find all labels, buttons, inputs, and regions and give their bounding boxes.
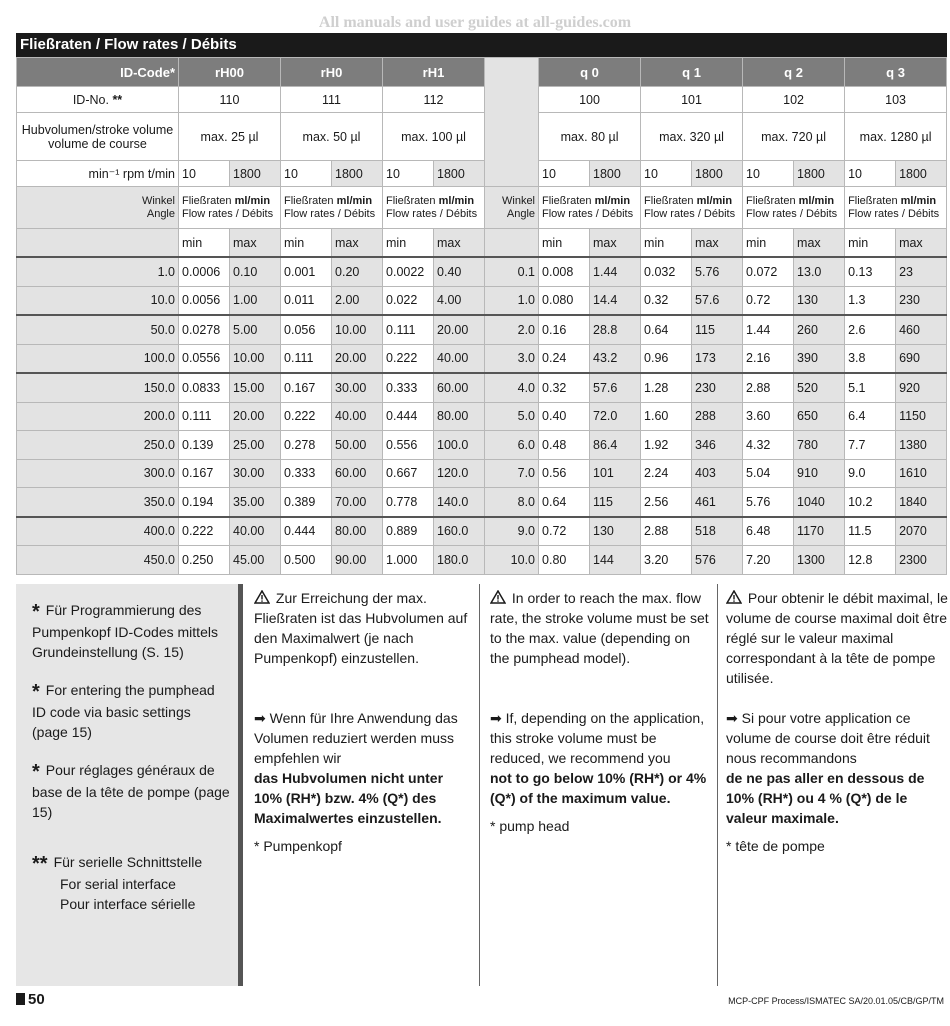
watermark: All manuals and user guides at all-guides.com (318, 14, 632, 31)
max-cell: 4.00 (434, 286, 485, 315)
max-cell: 20.00 (434, 315, 485, 344)
max-header: max (590, 229, 641, 258)
max-cell: 144 (590, 546, 641, 575)
min-cell: 0.32 (641, 286, 692, 315)
code-rh00: rH00 (179, 58, 281, 87)
min-cell: 0.24 (539, 344, 590, 373)
min-max-row (17, 229, 947, 258)
volume-cell: max. 320 µl (641, 113, 743, 161)
angle-cell: 300.0 (17, 459, 179, 488)
max-cell: 80.00 (434, 402, 485, 431)
max-cell: 40.00 (434, 344, 485, 373)
max-cell: 25.00 (230, 431, 281, 460)
max-cell: 920 (896, 373, 947, 402)
angle-cell: 200.0 (17, 402, 179, 431)
warning-icon (490, 590, 506, 604)
max-cell: 460 (896, 315, 947, 344)
angle-cell: 10.0 (485, 546, 539, 575)
id-no-label: ID-No. ** (17, 87, 179, 113)
min-cell: 1.60 (641, 402, 692, 431)
min-cell: 0.444 (281, 517, 332, 546)
max-cell: 690 (896, 344, 947, 373)
id-no-cell: 100 (539, 87, 641, 113)
min-cell: 0.167 (281, 373, 332, 402)
spacer-cell (485, 58, 539, 187)
angle-cell: 350.0 (17, 488, 179, 517)
max-cell: 2300 (896, 546, 947, 575)
min-header: min (383, 229, 434, 258)
min-cell: 0.0556 (179, 344, 230, 373)
max-cell: 910 (794, 459, 845, 488)
rpm-min-cell: 10 (641, 161, 692, 187)
table-row (17, 402, 947, 431)
min-cell: 0.139 (179, 431, 230, 460)
max-cell: 120.0 (434, 459, 485, 488)
max-cell: 1150 (896, 402, 947, 431)
min-cell: 7.7 (845, 431, 896, 460)
rpm-min-cell: 10 (281, 161, 332, 187)
max-cell: 57.6 (692, 286, 743, 315)
max-cell: 1380 (896, 431, 947, 460)
angle-cell: 10.0 (17, 286, 179, 315)
min-header: min (641, 229, 692, 258)
min-cell: 4.32 (743, 431, 794, 460)
rpm-max-cell: 1800 (332, 161, 383, 187)
volume-cell: max. 1280 µl (845, 113, 947, 161)
advice-fr: ➡ Si pour votre application ce volume de course doit être réduit nous recommandons (726, 710, 930, 766)
table-row (17, 286, 947, 315)
min-cell: 1.44 (743, 315, 794, 344)
warning-de: Zur Erreichung der max. Fließraten ist das Hubvolumen auf den Maximalwert (je nach Pumpenkopf) einzustellen. (254, 590, 468, 666)
min-cell: 2.16 (743, 344, 794, 373)
warning-fr: Pour obtenir le débit maximal, le volume de course maximal doit être réglé sur le valeur maximal correspondant à la tête de pompe utilisée. (726, 590, 948, 686)
max-cell: 28.8 (590, 315, 641, 344)
min-cell: 5.1 (845, 373, 896, 402)
angle-cell: 1.0 (17, 257, 179, 286)
rpm-max-cell: 1800 (692, 161, 743, 187)
rpm-min-cell: 10 (539, 161, 590, 187)
document-reference: MCP-CPF Process/ISMATEC SA/20.01.05/CB/GP/TM (728, 996, 944, 1006)
min-cell: 9.0 (845, 459, 896, 488)
min-cell: 11.5 (845, 517, 896, 546)
flow-rate-header-cell: Fließraten ml/min Flow rates / Débits (845, 187, 947, 229)
max-cell: 80.00 (332, 517, 383, 546)
min-cell: 0.389 (281, 488, 332, 517)
angle-blank (485, 229, 539, 258)
min-cell: 3.60 (743, 402, 794, 431)
max-cell: 0.40 (434, 257, 485, 286)
stroke-volume-row (17, 113, 947, 161)
table-row (17, 459, 947, 488)
angle-cell: 150.0 (17, 373, 179, 402)
angle-cell: 0.1 (485, 257, 539, 286)
note-de: * Pumpenkopf (254, 838, 342, 854)
min-cell: 2.24 (641, 459, 692, 488)
min-cell: 0.022 (383, 286, 434, 315)
angle-cell: 7.0 (485, 459, 539, 488)
warning-en: In order to reach the max. flow rate, the stroke volume must be set to the max. value (depending on the pumphead model). (490, 590, 709, 666)
min-cell: 0.13 (845, 257, 896, 286)
max-cell: 30.00 (332, 373, 383, 402)
max-cell: 1.44 (590, 257, 641, 286)
min-cell: 0.64 (539, 488, 590, 517)
volume-cell: max. 720 µl (743, 113, 845, 161)
rpm-max-cell: 1800 (434, 161, 485, 187)
min-cell: 7.20 (743, 546, 794, 575)
id-no-cell: 111 (281, 87, 383, 113)
min-cell: 0.0278 (179, 315, 230, 344)
angle-cell: 5.0 (485, 402, 539, 431)
min-cell: 10.2 (845, 488, 896, 517)
id-no-cell: 102 (743, 87, 845, 113)
code-q2: q 2 (743, 58, 845, 87)
max-cell: 0.20 (332, 257, 383, 286)
angle-label-q: Winkel Angle (485, 187, 539, 229)
max-cell: 650 (794, 402, 845, 431)
max-cell: 1040 (794, 488, 845, 517)
advice-en: ➡ If, depending on the application, this stroke volume must be reduced, we recommend you (490, 710, 705, 766)
code-q1: q 1 (641, 58, 743, 87)
column-english (484, 584, 718, 986)
footnotes-panel (16, 584, 238, 986)
max-cell: 5.76 (692, 257, 743, 286)
angle-cell: 3.0 (485, 344, 539, 373)
min-cell: 0.222 (179, 517, 230, 546)
max-cell: 2.00 (332, 286, 383, 315)
angle-cell: 50.0 (17, 315, 179, 344)
max-cell: 140.0 (434, 488, 485, 517)
min-cell: 2.56 (641, 488, 692, 517)
angle-cell: 4.0 (485, 373, 539, 402)
min-cell: 0.056 (281, 315, 332, 344)
angle-cell: 450.0 (17, 546, 179, 575)
column-french (720, 584, 950, 986)
max-cell: 45.00 (230, 546, 281, 575)
min-cell: 0.64 (641, 315, 692, 344)
code-q3: q 3 (845, 58, 947, 87)
min-cell: 0.222 (281, 402, 332, 431)
min-cell: 0.889 (383, 517, 434, 546)
max-header: max (794, 229, 845, 258)
id-code-row (17, 58, 947, 87)
min-header: min (539, 229, 590, 258)
min-cell: 0.001 (281, 257, 332, 286)
page-number: 50 (16, 991, 45, 1008)
min-cell: 0.72 (743, 286, 794, 315)
min-cell: 0.111 (281, 344, 332, 373)
table-row (17, 373, 947, 402)
max-cell: 72.0 (590, 402, 641, 431)
angle-cell: 250.0 (17, 431, 179, 460)
max-cell: 40.00 (230, 517, 281, 546)
min-cell: 0.111 (383, 315, 434, 344)
min-cell: 0.556 (383, 431, 434, 460)
id-no-row (17, 87, 947, 113)
volume-cell: max. 25 µl (179, 113, 281, 161)
max-cell: 780 (794, 431, 845, 460)
max-cell: 70.00 (332, 488, 383, 517)
min-cell: 2.6 (845, 315, 896, 344)
min-cell: 0.250 (179, 546, 230, 575)
note-en: * pump head (490, 818, 570, 834)
min-cell: 2.88 (641, 517, 692, 546)
table-row (17, 546, 947, 575)
max-cell: 5.00 (230, 315, 281, 344)
angle-cell: 400.0 (17, 517, 179, 546)
min-cell: 0.008 (539, 257, 590, 286)
max-header: max (896, 229, 947, 258)
rpm-row (17, 161, 947, 187)
max-cell: 230 (896, 286, 947, 315)
footnote-de: * Für Programmierung des Pumpenkopf ID-Codes mittels Grundeinstellung (S. 15) (32, 601, 218, 660)
rpm-label: min⁻¹ rpm t/min (17, 161, 179, 187)
min-cell: 1.28 (641, 373, 692, 402)
rpm-max-cell: 1800 (896, 161, 947, 187)
volume-cell: max. 80 µl (539, 113, 641, 161)
min-cell: 0.444 (383, 402, 434, 431)
max-cell: 10.00 (332, 315, 383, 344)
flow-rate-header-cell: Fließraten ml/min Flow rates / Débits (539, 187, 641, 229)
min-cell: 0.333 (383, 373, 434, 402)
max-cell: 403 (692, 459, 743, 488)
min-cell: 0.080 (539, 286, 590, 315)
footnote-en: * For entering the pumphead ID code via basic settings (page 15) (32, 681, 215, 740)
min-cell: 0.48 (539, 431, 590, 460)
id-no-cell: 110 (179, 87, 281, 113)
max-header: max (692, 229, 743, 258)
min-header: min (281, 229, 332, 258)
angle-cell: 9.0 (485, 517, 539, 546)
min-cell: 3.20 (641, 546, 692, 575)
min-cell: 6.4 (845, 402, 896, 431)
max-cell: 15.00 (230, 373, 281, 402)
max-cell: 101 (590, 459, 641, 488)
min-cell: 5.04 (743, 459, 794, 488)
max-cell: 461 (692, 488, 743, 517)
volume-cell: max. 100 µl (383, 113, 485, 161)
note-fr: * tête de pompe (726, 838, 825, 854)
code-q0: q 0 (539, 58, 641, 87)
flow-rate-header-row (17, 187, 947, 229)
table-row (17, 315, 947, 344)
max-cell: 35.00 (230, 488, 281, 517)
angle-cell: 1.0 (485, 286, 539, 315)
max-cell: 40.00 (332, 402, 383, 431)
max-cell: 288 (692, 402, 743, 431)
table-row (17, 517, 947, 546)
min-cell: 0.032 (641, 257, 692, 286)
flow-rate-header-cell: Fließraten ml/min Flow rates / Débits (743, 187, 845, 229)
angle-cell: 8.0 (485, 488, 539, 517)
column-german (248, 584, 480, 986)
rpm-min-cell: 10 (845, 161, 896, 187)
max-cell: 518 (692, 517, 743, 546)
max-cell: 43.2 (590, 344, 641, 373)
advice-strong-fr: de ne pas aller en dessous de 10% (RH*) ou 4 % (Q*) de le valeur maximale. (726, 770, 925, 826)
warning-icon (254, 590, 270, 604)
min-cell: 0.96 (641, 344, 692, 373)
rpm-max-cell: 1800 (794, 161, 845, 187)
footnote-serial: ** Für serielle Schnittstelle For serial interface Pour interface sérielle (32, 853, 203, 912)
max-cell: 576 (692, 546, 743, 575)
max-cell: 160.0 (434, 517, 485, 546)
angle-cell: 2.0 (485, 315, 539, 344)
flow-rate-header-cell: Fließraten ml/min Flow rates / Débits (641, 187, 743, 229)
min-cell: 0.278 (281, 431, 332, 460)
warning-icon (726, 590, 742, 604)
code-rh1: rH1 (383, 58, 485, 87)
max-cell: 13.0 (794, 257, 845, 286)
min-cell: 0.222 (383, 344, 434, 373)
id-no-cell: 103 (845, 87, 947, 113)
max-cell: 346 (692, 431, 743, 460)
max-cell: 20.00 (230, 402, 281, 431)
min-cell: 3.8 (845, 344, 896, 373)
rpm-min-cell: 10 (179, 161, 230, 187)
min-cell: 0.56 (539, 459, 590, 488)
min-cell: 12.8 (845, 546, 896, 575)
max-header: max (434, 229, 485, 258)
rpm-min-cell: 10 (383, 161, 434, 187)
min-cell: 0.500 (281, 546, 332, 575)
advice-strong-de: das Hubvolumen nicht unter 10% (RH*) bzw. 4% (Q*) des Maximalwertes einzustellen. (254, 770, 444, 826)
min-max-label-blank (17, 229, 179, 258)
divider-bar (238, 584, 243, 986)
min-cell: 2.88 (743, 373, 794, 402)
min-header: min (179, 229, 230, 258)
min-cell: 0.32 (539, 373, 590, 402)
min-cell: 0.0056 (179, 286, 230, 315)
max-cell: 115 (590, 488, 641, 517)
max-cell: 115 (692, 315, 743, 344)
min-cell: 1.3 (845, 286, 896, 315)
table-row (17, 257, 947, 286)
max-header: max (230, 229, 281, 258)
flow-rate-header-cell: Fließraten ml/min Flow rates / Débits (281, 187, 383, 229)
min-cell: 0.40 (539, 402, 590, 431)
max-cell: 130 (590, 517, 641, 546)
min-header: min (743, 229, 794, 258)
table-row (17, 488, 947, 517)
min-header: min (845, 229, 896, 258)
table-row (17, 431, 947, 460)
max-cell: 180.0 (434, 546, 485, 575)
volume-cell: max. 50 µl (281, 113, 383, 161)
rpm-min-cell: 10 (743, 161, 794, 187)
max-cell: 100.0 (434, 431, 485, 460)
max-cell: 390 (794, 344, 845, 373)
max-cell: 86.4 (590, 431, 641, 460)
max-cell: 30.00 (230, 459, 281, 488)
flow-rate-header-cell: Fließraten ml/min Flow rates / Débits (179, 187, 281, 229)
max-cell: 230 (692, 373, 743, 402)
max-cell: 260 (794, 315, 845, 344)
max-header: max (332, 229, 383, 258)
min-cell: 0.333 (281, 459, 332, 488)
min-cell: 0.194 (179, 488, 230, 517)
min-cell: 0.80 (539, 546, 590, 575)
id-no-cell: 112 (383, 87, 485, 113)
min-cell: 1.92 (641, 431, 692, 460)
rpm-max-cell: 1800 (590, 161, 641, 187)
max-cell: 60.00 (434, 373, 485, 402)
stroke-volume-label: Hubvolumen/stroke volume volume de course (17, 113, 179, 161)
max-cell: 2070 (896, 517, 947, 546)
footnote-fr: * Pour réglages généraux de base de la tête de pompe (page 15) (32, 761, 230, 820)
max-cell: 14.4 (590, 286, 641, 315)
min-cell: 0.16 (539, 315, 590, 344)
max-cell: 1.00 (230, 286, 281, 315)
max-cell: 0.10 (230, 257, 281, 286)
min-cell: 1.000 (383, 546, 434, 575)
code-rh0: rH0 (281, 58, 383, 87)
min-cell: 0.0006 (179, 257, 230, 286)
flow-rate-table (16, 57, 947, 575)
max-cell: 60.00 (332, 459, 383, 488)
min-cell: 0.778 (383, 488, 434, 517)
max-cell: 1300 (794, 546, 845, 575)
min-cell: 0.72 (539, 517, 590, 546)
min-cell: 0.0833 (179, 373, 230, 402)
max-cell: 1610 (896, 459, 947, 488)
min-cell: 0.667 (383, 459, 434, 488)
max-cell: 173 (692, 344, 743, 373)
min-cell: 0.072 (743, 257, 794, 286)
max-cell: 130 (794, 286, 845, 315)
flow-rate-header-cell: Fließraten ml/min Flow rates / Débits (383, 187, 485, 229)
angle-cell: 6.0 (485, 431, 539, 460)
max-cell: 90.00 (332, 546, 383, 575)
max-cell: 57.6 (590, 373, 641, 402)
min-cell: 0.167 (179, 459, 230, 488)
table-row (17, 344, 947, 373)
page-title: Fließraten / Flow rates / Débits (16, 33, 947, 57)
rpm-max-cell: 1800 (230, 161, 281, 187)
id-no-cell: 101 (641, 87, 743, 113)
max-cell: 10.00 (230, 344, 281, 373)
max-cell: 23 (896, 257, 947, 286)
max-cell: 1170 (794, 517, 845, 546)
advice-strong-en: not to go below 10% (RH*) or 4% (Q*) of the maximum value. (490, 770, 707, 806)
max-cell: 20.00 (332, 344, 383, 373)
angle-cell: 100.0 (17, 344, 179, 373)
min-cell: 5.76 (743, 488, 794, 517)
max-cell: 1840 (896, 488, 947, 517)
min-cell: 0.0022 (383, 257, 434, 286)
angle-label: Winkel Angle (17, 187, 179, 229)
max-cell: 50.00 (332, 431, 383, 460)
advice-de: ➡ Wenn für Ihre Anwendung das Volumen reduziert werden muss empfehlen wir (254, 710, 458, 766)
min-cell: 0.111 (179, 402, 230, 431)
min-cell: 0.011 (281, 286, 332, 315)
min-cell: 6.48 (743, 517, 794, 546)
max-cell: 520 (794, 373, 845, 402)
id-code-label: ID-Code* (17, 58, 179, 87)
